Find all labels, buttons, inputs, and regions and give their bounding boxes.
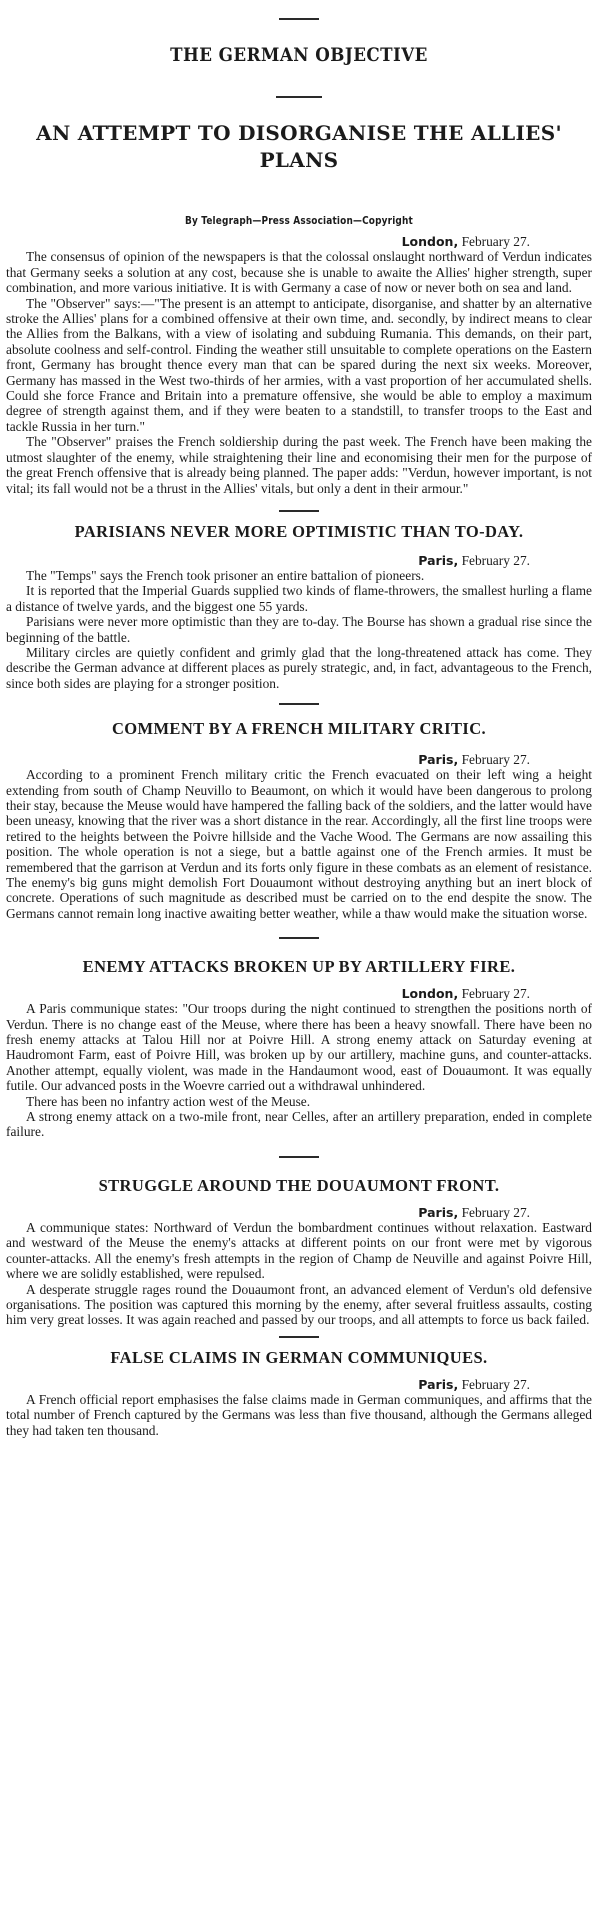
article-column — [6, 0, 592, 1438]
section-rule — [279, 510, 319, 512]
dateline-place: Paris, — [418, 552, 459, 568]
article-body — [6, 249, 592, 496]
dateline-date: February 27. — [461, 752, 530, 768]
kicker-rule — [276, 96, 322, 98]
dateline-place: Paris, — [418, 1204, 459, 1220]
section-paragraph: Military circles are quietly confident and grimly glad that the long-threatened attack has come. They describe the German advance at different places as purely strategic, and, in fact, advantageous to the French, since both sides are playing for a stronger position. — [6, 644, 592, 691]
section-body — [6, 1001, 592, 1140]
section-paragraph: Parisians were never more optimistic than they are to-day. The Bourse has shown a gradual rise since the beginning of the battle. — [6, 614, 592, 645]
dateline-date: February 27. — [461, 986, 530, 1002]
section-paragraph: According to a prominent French military critic the French evacuated on their left wing a height extending from south of Champ Neuvillo to Beaumont, on which it would have been dangerous to prolong their stay, because the Meuse would have hampered the falling back of the soldiers, and the latter would have been uneasy, knowing that the river was a short distance in the rear. Accordingly, all the first line troops were retired to the heights between the Poivre hillside and the Vache Wood. The Germans are now assailing this position. The whole operation is not a siege, but a battle against one of the French armies. It must be remembered that the garrison at Verdun and its forts only figure in these combats as an element of resistance. The enemy's big guns might demolish Fort Douaumont without destroying anything but an inert block of concrete. Operations of such magnitude as described must be carried on to the end despite the snow. The Germans cannot remain long inactive awaiting better weather, while a thaw would make the situation worse. — [6, 767, 592, 921]
section-paragraph: A strong enemy attack on a two-mile front, near Celles, after an artillery preparation, ended in complete failure. — [6, 1109, 592, 1140]
section-body — [6, 1392, 592, 1438]
article-paragraph: The "Observer" says:—"The present is an attempt to anticipate, disorganise, and shatter by an alternative stroke the Allies' plans for a combined offensive at their own time, and. secondly, by indirect means to clear the Allies from the Balkans, with a view of isolating and subduing Rumania. This demands, on their part, absolute coolness and self-control. Finding the weather still unsuitable to complete operations on the Eastern front, Germany has brought thence every man that can be spared during the next six weeks. Moreover, Germany has massed in the West two-thirds of her armies, with a vast proportion of her accumulated shells. Could she force France and Britain into a premature offensive, she would be able to employ a maximum degree of strength against them, and if they were beaten to a standstill, to transfer troops to the East and tackle Russia in her turn." — [6, 295, 592, 434]
top-rule — [279, 18, 319, 20]
section-dateline — [6, 1206, 592, 1220]
section-paragraph: It is reported that the Imperial Guards supplied two kinds of flame-throwers, the smallest hurling a flame a distance of twelve yards, and the biggest one 55 yards. — [6, 583, 592, 614]
section-paragraph: The "Temps" says the French took prisoner an entire battalion of pioneers. — [26, 567, 425, 583]
dateline-place: Paris, — [418, 1376, 459, 1392]
section-dateline — [6, 987, 592, 1001]
section-heading: PARISIANS NEVER MORE OPTIMISTIC THAN TO-DAY. — [74, 521, 524, 541]
section-paragraph: A French official report emphasises the false claims made in German communiques, and affirms that the total number of French captured by the Germans was less than five thousand, although the Germans alleged they had taken ten thousand. — [6, 1391, 592, 1438]
section-rule — [279, 1156, 319, 1158]
dateline-date: February 27. — [461, 234, 530, 250]
article-credit: By Telegraph—Press Association—Copyright — [185, 215, 413, 227]
section-heading: FALSE CLAIMS IN GERMAN COMMUNIQUES. — [110, 1347, 488, 1367]
section-paragraph: There has been no infantry action west of the Meuse. — [26, 1093, 311, 1109]
section-dateline — [6, 1378, 592, 1392]
dateline-place: Paris, — [418, 752, 459, 768]
section-dateline — [6, 554, 592, 568]
dateline-date: February 27. — [461, 552, 530, 568]
section-body — [6, 1220, 592, 1328]
section-rule — [279, 937, 319, 939]
article-paragraph: The "Observer" praises the French soldiership during the past week. The French have been making the utmost slaughter of the enemy, while straightening their line and economising their men for the purpose of the great French offensive that is already being planned. The paper adds: "Verdun, however important, is not vital; its fall would not be a thrust in the Allies' vitals, but only a dent in their armour." — [6, 434, 592, 496]
section-dateline — [6, 753, 592, 767]
dateline-date: February 27. — [461, 1376, 530, 1392]
section-paragraph: A communique states: Northward of Verdun the bombardment continues without relaxation. Eastward and westward of the Meuse the enemy's attacks at different points on our front were met by vigorous counter-attacks. All the enemy's fresh attempts in the region of Champ de Neuville and against Poivre Hill, where we are solidly established, were repulsed. — [6, 1219, 592, 1282]
dateline-place: London, — [401, 986, 459, 1002]
section-rule — [279, 1336, 319, 1338]
section-heading: ENEMY ATTACKS BROKEN UP BY ARTILLERY FIRE. — [82, 957, 516, 977]
article-paragraph: The consensus of opinion of the newspapers is that the colossal onslaught northward of Verdun indicates that Germany seeks a solution at any cost, because she is unable to awaite the Allies' higher strength, super combination, and more various initiative. It is with Germany a case of now or never both on sea and land. — [6, 249, 592, 296]
dateline-place: London, — [401, 234, 459, 250]
section-rule — [279, 703, 319, 705]
section-paragraph: A Paris communique states: "Our troops during the night continued to strengthen the positions north of Verdun. There is no change east of the Meuse, where there has been a heavy snowfall. There have been no fresh enemy attacks at Talou Hill nor at Poivre Hill. A strong enemy attack on Saturday evening at Haudromont Farm, east of Poivre Hill, was broken up by our artillery, machine guns, and counter-attacks. Another attempt, equally violent, was made in the Handaumont wood, east of Douaumont. It was equally futile. Our advanced posts in the Woevre carried out a withdrawal unhindered. — [6, 1001, 592, 1094]
section-body — [6, 767, 592, 921]
section-heading: COMMENT BY A FRENCH MILITARY CRITIC. — [111, 719, 487, 739]
article-dateline — [6, 235, 592, 249]
article-kicker: THE GERMAN OBJECTIVE — [170, 44, 428, 66]
dateline-date: February 27. — [461, 1204, 530, 1220]
section-heading: STRUGGLE AROUND THE DOUAUMONT FRONT. — [98, 1175, 500, 1195]
section-body — [6, 568, 592, 691]
section-paragraph: A desperate struggle rages round the Douaumont front, an advanced element of Verdun's old defensive organisations. The position was captured this morning by the enemy, after several fruitless assaults, costing him very great losses. It was again reached and passed by our troops, and all attempts to force us back failed. — [6, 1281, 592, 1328]
article-headline: AN ATTEMPT TO DISORGANISE THE ALLIES' PLANS — [36, 121, 562, 172]
